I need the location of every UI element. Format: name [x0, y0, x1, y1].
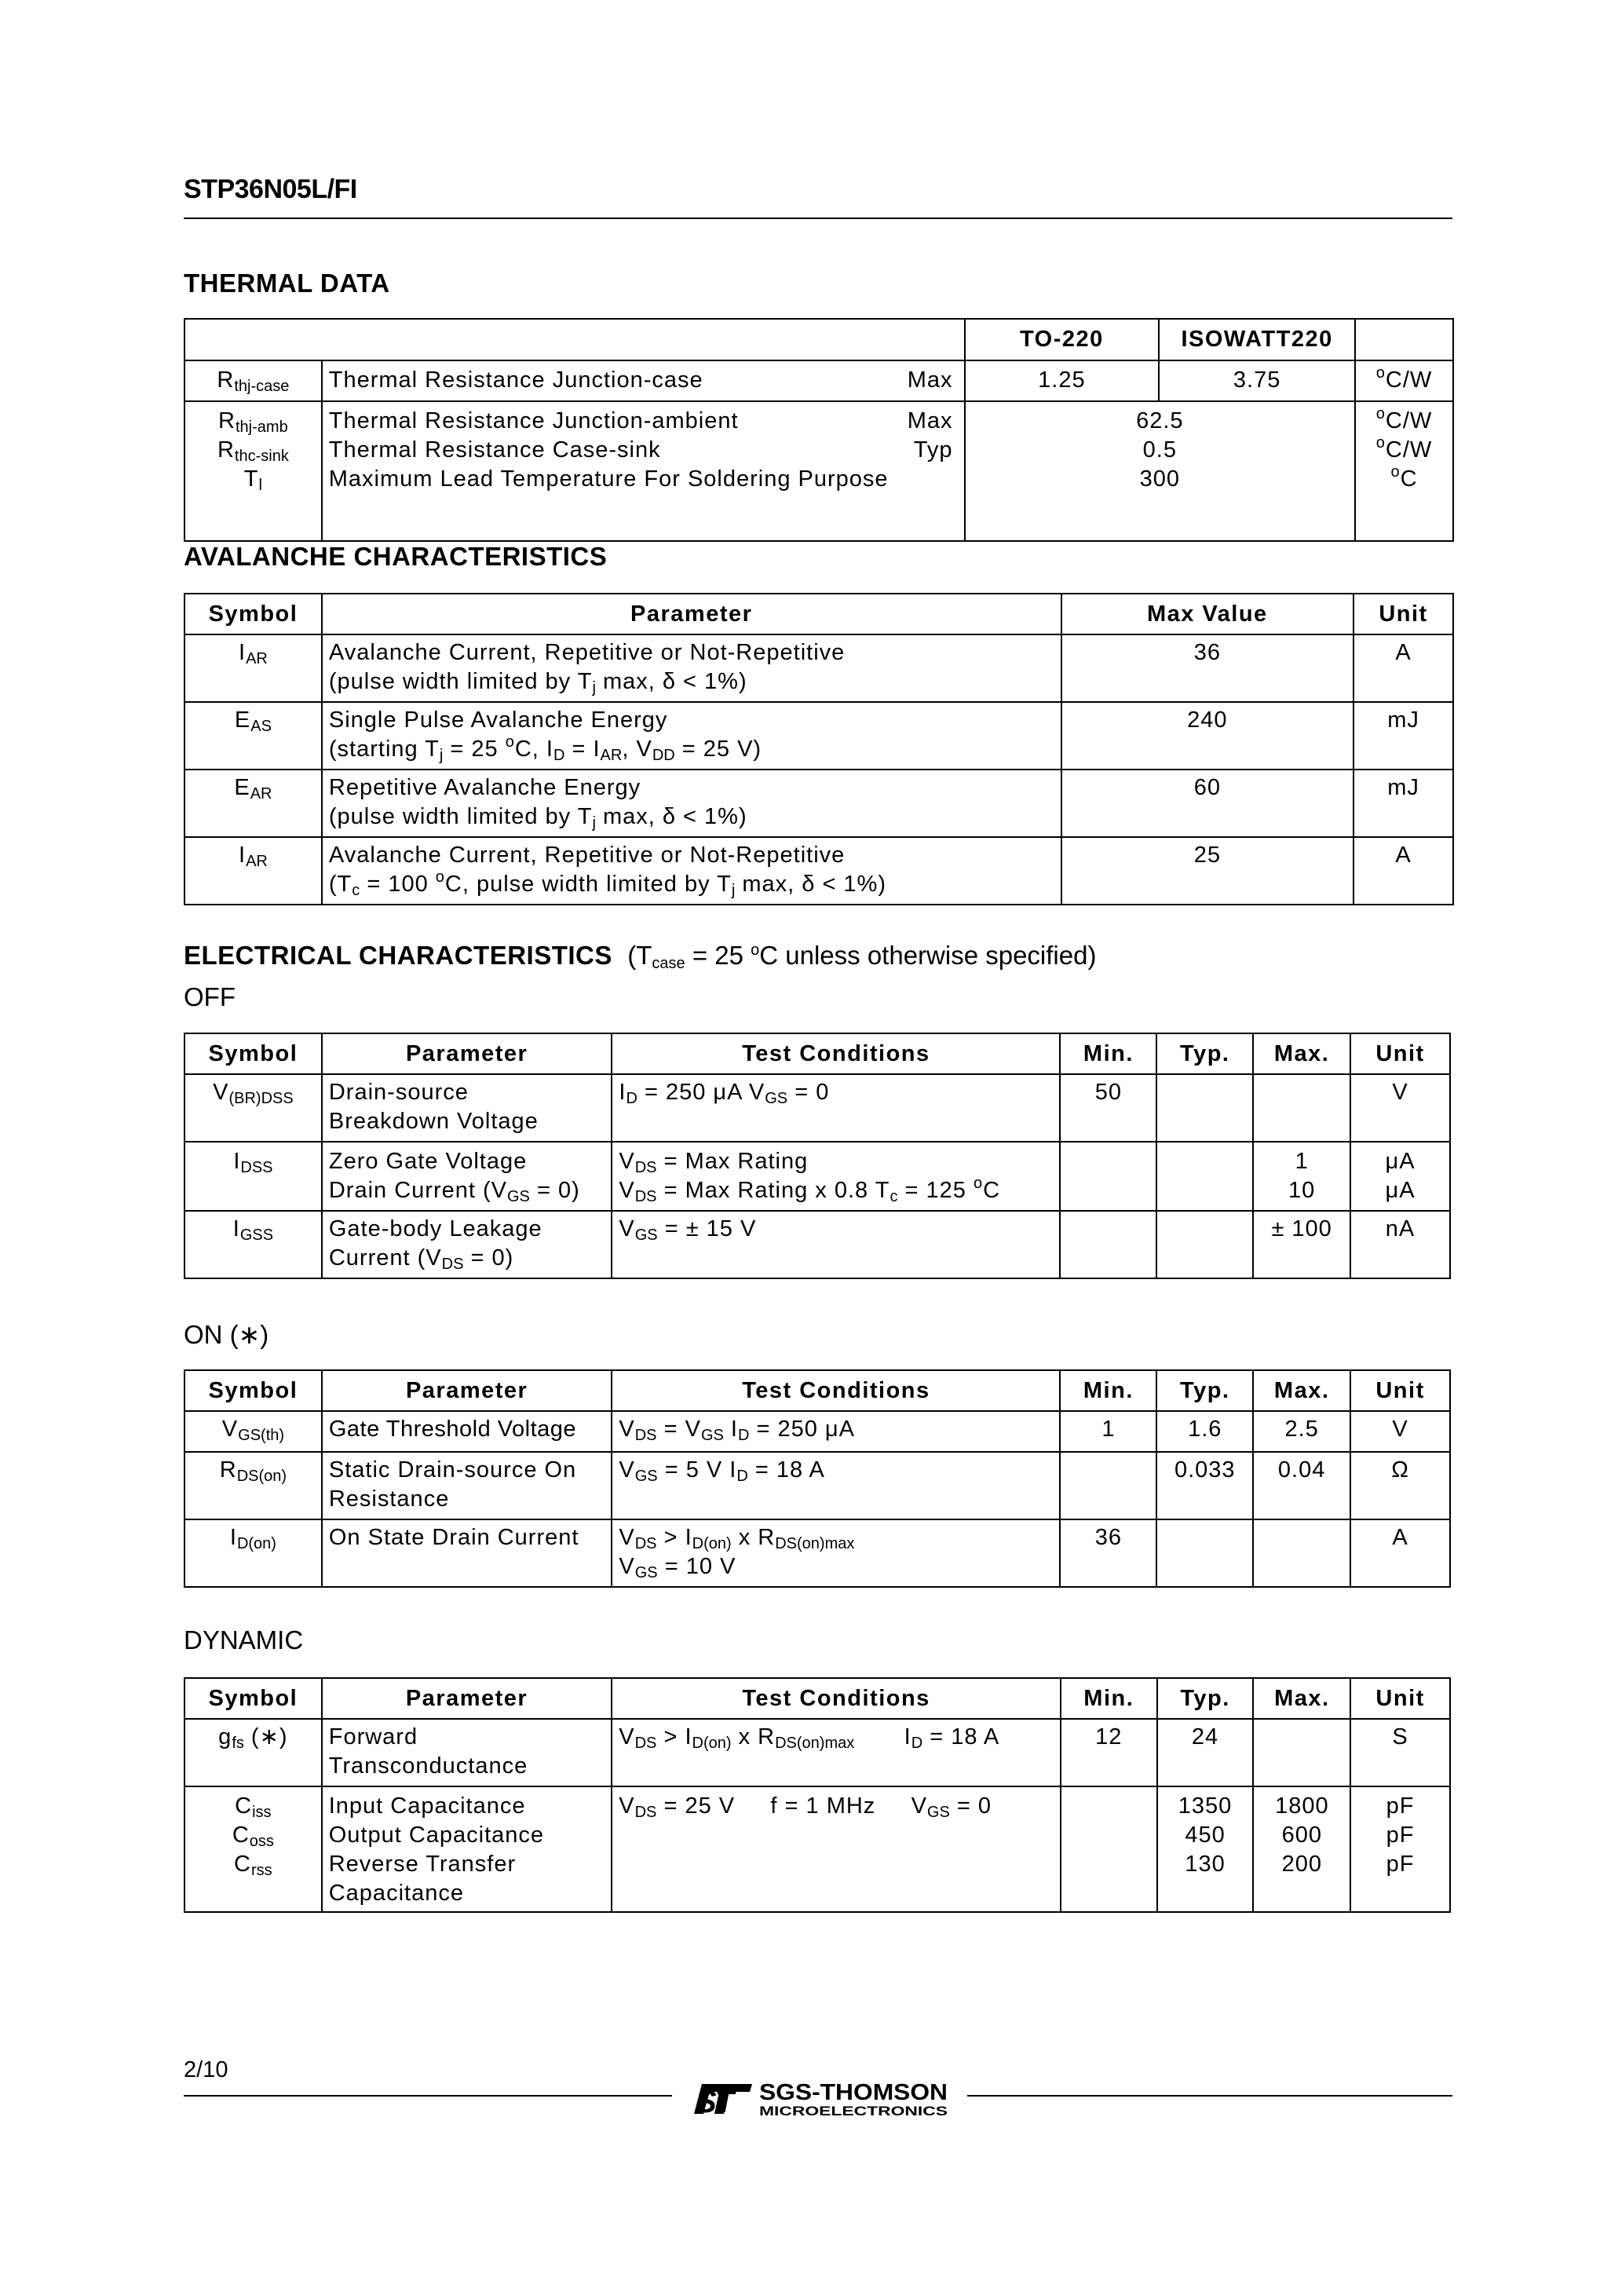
col-to220: TO-220 [965, 319, 1160, 360]
thermal-title: THERMAL DATA [184, 269, 390, 298]
on-h-parameter: Parameter [322, 1370, 612, 1411]
test-rdson: $V_{GS} = 5$ V $I_D = 18$ A [612, 1452, 1060, 1519]
test-gfs: $V_{DS} > I_{D(on)}$ x $R_{DS(on)max}$ $I_D = 18$ A [612, 1719, 1061, 1786]
param-idss: Zero Gate Voltage Drain Current $(V_{GS} = 0)$ [322, 1142, 612, 1211]
unit-idss: μA μA [1350, 1142, 1450, 1211]
param-rthj-case: Thermal Resistance Junction-case Max [322, 360, 965, 401]
avalanche-table [184, 593, 1454, 905]
unit-igss: nA [1350, 1211, 1450, 1278]
test-igss: $V_{GS}$ = ± 15 V [612, 1211, 1060, 1278]
val-isowatt: 3.75 [1159, 360, 1355, 401]
param-eas: Single Pulse Avalanche Energy (starting $T_j = 25$ $^o$C, $I_D = I_{AR}$, $V_{DD} = 25$ V) [322, 702, 1061, 770]
unit-rthj-case: $^o$C/W [1355, 360, 1453, 401]
off-h-max: Max. [1253, 1033, 1350, 1074]
min-idss [1060, 1142, 1156, 1211]
max-idon [1253, 1519, 1350, 1587]
unit-vbrdss: V [1350, 1074, 1450, 1142]
unit-idon: A [1350, 1519, 1450, 1587]
typ-rdson: 0.033 [1156, 1452, 1253, 1519]
off-table [184, 1033, 1451, 1279]
unit-rdson: Ω [1350, 1452, 1450, 1519]
footer-rule-right [967, 2095, 1452, 2097]
typ-vgsth: 1.6 [1156, 1411, 1253, 1452]
min-idon: 36 [1060, 1519, 1156, 1587]
h-unit: Unit [1353, 594, 1453, 634]
param-igss: Gate-body Leakage Current $(V_{DS} = 0)$ [322, 1211, 612, 1278]
sym-vbrdss: $V_{(BR)DSS}$ [184, 1074, 322, 1142]
sym-iar-100: $I_{AR}$ [184, 837, 322, 905]
typ-igss [1156, 1211, 1253, 1278]
header-rule [184, 218, 1452, 219]
test-vbrdss: $I_D = 250$ μA $V_{GS} = 0$ [612, 1074, 1060, 1142]
val-to220: 1.25 [965, 360, 1160, 401]
test-vgsth: $V_{DS} = V_{GS}$ $I_D = 250$ μA [612, 1411, 1060, 1452]
st-logo-icon [685, 2073, 955, 2120]
dynamic-label: DYNAMIC [184, 1625, 304, 1654]
on-h-min: Min. [1060, 1370, 1156, 1411]
unit-capacitances: pF pF pF [1350, 1786, 1450, 1912]
unit-vgsth: V [1350, 1411, 1450, 1452]
unit-eas: mJ [1353, 702, 1453, 770]
off-h-test: Test Conditions [612, 1033, 1060, 1074]
sym-rthj-case: $R_{thj-case}$ [184, 360, 322, 401]
sym-eas: $E_{AS}$ [184, 702, 322, 770]
test-capacitances: $V_{DS} = 25$ V f = 1 MHz $V_{GS} = 0$ [612, 1786, 1061, 1912]
test-idss: $V_{DS}$ = Max Rating $V_{DS}$ = Max Rating x 0.8 $T_c = 125$ $^o$C [612, 1142, 1060, 1211]
param-vbrdss: Drain-source Breakdown Voltage [322, 1074, 612, 1142]
dyn-h-symbol: Symbol [184, 1678, 322, 1719]
sym-ear: $E_{AR}$ [184, 770, 322, 837]
max-igss: ± 100 [1253, 1211, 1350, 1278]
param-rdson: Static Drain-source On Resistance [322, 1452, 612, 1519]
part-number: STP36N05L/FI [184, 174, 357, 204]
typ-idss [1156, 1142, 1253, 1211]
dynamic-table [184, 1677, 1451, 1913]
param-iar: Avalanche Current, Repetitive or Not-Repetitive (pulse width limited by $T_j$ max, δ < 1%) [322, 634, 1061, 702]
max-vgsth: 2.5 [1253, 1411, 1350, 1452]
param-gfs: Forward Transconductance [322, 1719, 612, 1786]
typ-idon [1156, 1519, 1253, 1587]
st-logo-letters: ST [696, 2085, 733, 2119]
thermal-table [184, 318, 1454, 542]
max-capacitances: 1800 600 200 [1253, 1786, 1350, 1912]
dyn-h-test: Test Conditions [612, 1678, 1061, 1719]
off-h-parameter: Parameter [322, 1033, 612, 1074]
min-igss [1060, 1211, 1156, 1278]
unit-gfs: S [1350, 1719, 1450, 1786]
col-isowatt220: ISOWATT220 [1159, 319, 1355, 360]
sym-igss: $I_{GSS}$ [184, 1211, 322, 1278]
h-parameter: Parameter [322, 594, 1061, 634]
dyn-h-parameter: Parameter [322, 1678, 612, 1719]
page-number: 2/10 [184, 2057, 228, 2082]
on-h-typ: Typ. [1156, 1370, 1253, 1411]
sym-iar: $I_{AR}$ [184, 634, 322, 702]
dyn-h-max: Max. [1253, 1678, 1350, 1719]
test-idon: $V_{DS} > I_{D(on)}$ x $R_{DS(on)max}$ $V_{GS} = 10$ V [612, 1519, 1060, 1587]
min-vgsth: 1 [1060, 1411, 1156, 1452]
typ-gfs: 24 [1157, 1719, 1254, 1786]
max-rdson: 0.04 [1253, 1452, 1350, 1519]
on-h-max: Max. [1253, 1370, 1350, 1411]
param-vgsth: Gate Threshold Voltage [322, 1411, 612, 1452]
off-h-typ: Typ. [1156, 1033, 1253, 1074]
avalanche-title: AVALANCHE CHARACTERISTICS [184, 542, 608, 571]
sym-rdson: $R_{DS(on)}$ [184, 1452, 322, 1519]
footer-rule-left [184, 2095, 672, 2097]
param-ear: Repetitive Avalanche Energy (pulse width limited by $T_j$ max, δ < 1%) [322, 770, 1061, 837]
off-h-symbol: Symbol [184, 1033, 322, 1074]
max-idss: 1 10 [1253, 1142, 1350, 1211]
sym-idss: $I_{DSS}$ [184, 1142, 322, 1211]
h-max-value: Max Value [1061, 594, 1354, 634]
param-iar-100: Avalanche Current, Repetitive or Not-Repetitive ($T_c = 100$ $^o$C, pulse width limited by $T_j$ max, δ < 1%) [322, 837, 1061, 905]
min-vbrdss: 50 [1060, 1074, 1156, 1142]
min-capacitances [1061, 1786, 1157, 1912]
sym-idon: $I_{D(on)}$ [184, 1519, 322, 1587]
on-h-symbol: Symbol [184, 1370, 322, 1411]
dyn-h-min: Min. [1061, 1678, 1157, 1719]
unit-iar: A [1353, 634, 1453, 702]
val-iar: 36 [1061, 634, 1354, 702]
min-rdson [1060, 1452, 1156, 1519]
company-division: MICROELECTRONICS [759, 2104, 948, 2119]
on-table [184, 1369, 1451, 1588]
dyn-h-typ: Typ. [1157, 1678, 1254, 1719]
thermal-blank-header [184, 319, 965, 360]
val-group: 62.5 0.5 300 [965, 401, 1356, 541]
max-gfs [1253, 1719, 1350, 1786]
electrical-condition: ($T_{case} = 25$ $^o$C unless otherwise specified) [627, 941, 1097, 972]
company-name: SGS-THOMSON [759, 2080, 948, 2105]
dyn-h-unit: Unit [1350, 1678, 1450, 1719]
val-ear: 60 [1061, 770, 1354, 837]
unit-iar-100: A [1353, 837, 1453, 905]
electrical-title: ELECTRICAL CHARACTERISTICS ($T_{case} = 25$ $^o$C unless otherwise specified) [184, 941, 1097, 972]
on-label: ON (∗) [184, 1320, 269, 1349]
sym-group: $R_{thj-amb}$ $R_{thc-sink}$ $T_l$ [184, 401, 322, 541]
param-idon: On State Drain Current [322, 1519, 612, 1587]
sym-capacitances: $C_{iss}$ $C_{oss}$ $C_{rss}$ [184, 1786, 322, 1912]
unit-group: $^o$C/W $^o$C/W $^o$C [1355, 401, 1453, 541]
off-label: OFF [184, 982, 236, 1011]
unit-ear: mJ [1353, 770, 1453, 837]
h-symbol: Symbol [184, 594, 322, 634]
val-eas: 240 [1061, 702, 1354, 770]
min-gfs: 12 [1061, 1719, 1157, 1786]
on-h-test: Test Conditions [612, 1370, 1060, 1411]
val-iar-100: 25 [1061, 837, 1354, 905]
off-h-min: Min. [1060, 1033, 1156, 1074]
sym-vgsth: $V_{GS(th)}$ [184, 1411, 322, 1452]
thermal-unit-header [1355, 319, 1453, 360]
param-capacitances: Input Capacitance Output Capacitance Reverse Transfer Capacitance [322, 1786, 612, 1912]
on-h-unit: Unit [1350, 1370, 1450, 1411]
typ-vbrdss [1156, 1074, 1253, 1142]
max-vbrdss [1253, 1074, 1350, 1142]
off-h-unit: Unit [1350, 1033, 1450, 1074]
sym-gfs: $g_{fs}$ (∗) [184, 1719, 322, 1786]
param-group: Thermal Resistance Junction-ambient Max Thermal Resistance Case-sink Typ Maximum Lead Temperature For Soldering Purpose [322, 401, 965, 541]
typ-capacitances: 1350 450 130 [1157, 1786, 1254, 1912]
